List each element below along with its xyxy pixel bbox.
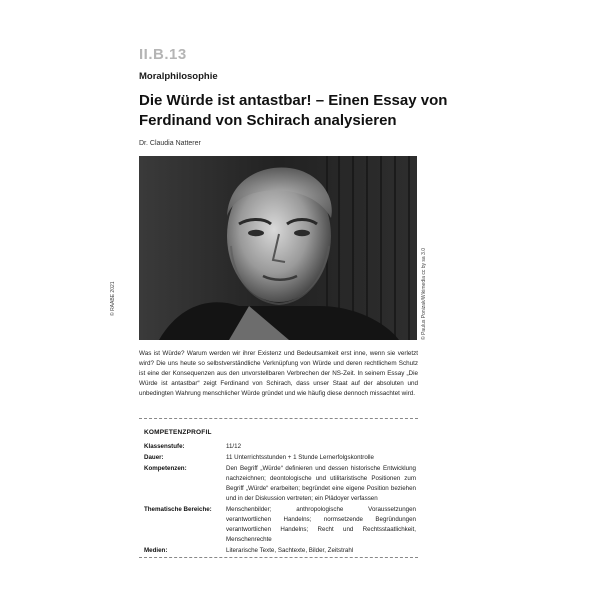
profile-value: Den Begriff „Würde“ definieren und dessen historische Entwicklung nachzeichnen; deontologische und utilitaristische Positionen zum Begriff „Würde“ erarbeiten; begründet eine eigene Position beziehen und in der Diskussion vertreten; ein Plädoyer verfassen — [226, 465, 416, 502]
subject-label: Moralphilosophie — [139, 71, 218, 82]
portrait-photo-icon — [139, 156, 417, 340]
profile-label: Kompetenzen: — [144, 465, 187, 472]
author-name: Dr. Claudia Natterer — [139, 140, 201, 147]
portrait-photo — [139, 156, 417, 340]
profile-value: 11 Unterrichtsstunden + 1 Stunde Lernerfolgskontrolle — [226, 454, 374, 461]
photo-credit: © Paulus Ponizak/Wikimedia cc by sa 3.0 — [421, 247, 427, 340]
page-title: Die Würde ist antastbar! – Einen Essay von Ferdinand von Schirach analysieren — [139, 92, 448, 129]
competence-heading: KOMPETENZPROFIL — [144, 429, 212, 436]
profile-row-competences — [144, 464, 416, 504]
intro-text: Was ist Würde? Warum werden wir ihrer Existenz und Bedeutsamkeit erst inne, wenn sie verletzt wird? Die uns heute so selbstverständliche Verknüpfung von Würde und deren rechtlichem Schutz ist eine der Konsequenzen aus den unvorstellbaren Verbrechen der NS-Zeit. In seinem Essay „Die Würde ist antastbar“ zeigt Ferdinand von Schirach, dass unser Staat auf der absoluten und unbedingten Wahrung menschlicher Würde gründet und wie häufig diese dennoch missachtet wird. — [139, 350, 418, 397]
profile-row-duration — [144, 453, 416, 463]
profile-label: Klassenstufe: — [144, 443, 185, 450]
section-code: II.B.13 — [139, 46, 187, 63]
profile-label: Medien: — [144, 547, 168, 554]
profile-value: Literarische Texte, Sachtexte, Bilder, Zeitstrahl — [226, 547, 354, 554]
profile-value: Menschenbilder; anthropologische Voraussetzungen verantwortlichen Handelns; normsetzende Begründungen verantwortlichen Handelns; Recht und Rechtsstaatlichkeit, Menschenrechte — [226, 506, 416, 543]
profile-value: 11/12 — [226, 443, 242, 450]
copyright-note: © RAABE 2021 — [110, 281, 116, 316]
profile-label: Thematische Bereiche: — [144, 506, 212, 513]
profile-row-topics — [144, 505, 416, 545]
profile-label: Dauer: — [144, 454, 164, 461]
divider-bottom — [139, 557, 418, 558]
competence-profile — [144, 442, 416, 557]
profile-row-grade — [144, 442, 416, 452]
divider-top — [139, 418, 418, 419]
profile-row-media — [144, 546, 416, 556]
